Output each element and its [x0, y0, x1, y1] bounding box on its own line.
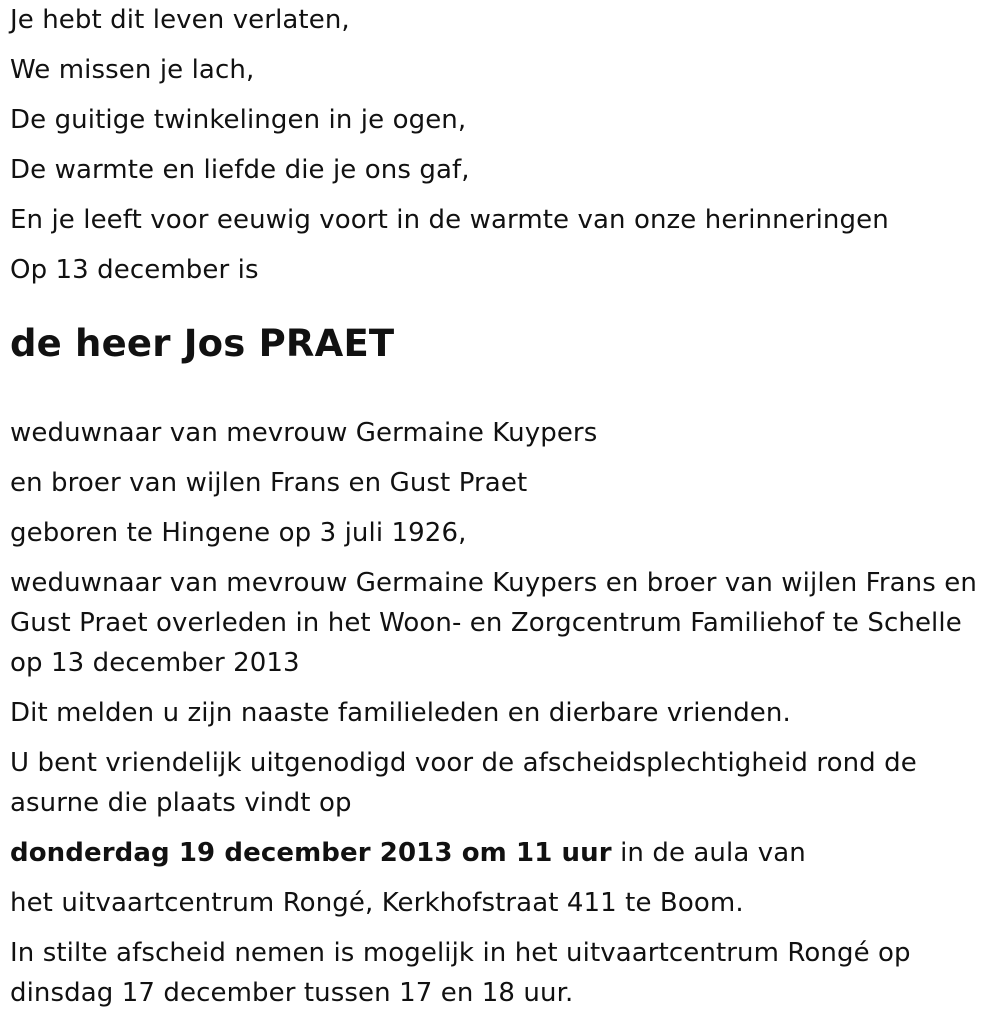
invitation-paragraph: U bent vriendelijk uitgenodigd voor de afscheidsplechtigheid rond de asurne die plaats vindt op — [10, 748, 917, 818]
poem — [10, 0, 990, 295]
poem-line: We missen je lach, — [10, 55, 255, 85]
widower-line: weduwnaar van mevrouw Germaine Kuypers — [10, 418, 598, 448]
birth-line: geboren te Hingene op 3 juli 1926, — [10, 518, 467, 548]
ceremony-place-suffix: in de aula van — [611, 838, 806, 868]
deceased-name: de heer Jos PRAET — [10, 322, 395, 365]
ceremony-date: donderdag 19 december 2013 om 11 uur — [10, 838, 612, 868]
announcers-line: Dit melden u zijn naaste familieleden en dierbare vrienden. — [10, 698, 791, 728]
poem-line: En je leeft voor eeuwig voort in de warmte van onze herinneringen — [10, 205, 889, 235]
summary-paragraph: weduwnaar van mevrouw Germaine Kuypers en broer van wijlen Frans en Gust Praet overleden in het Woon- en Zorgcentrum Familiehof te Schelle op 13 december 2013 — [10, 568, 977, 678]
poem-line: De warmte en liefde die je ons gaf, — [10, 155, 470, 185]
brother-line: en broer van wijlen Frans en Gust Praet — [10, 468, 528, 498]
poem-line: De guitige twinkelingen in je ogen, — [10, 105, 467, 135]
visitation-paragraph: In stilte afscheid nemen is mogelijk in het uitvaartcentrum Rongé op dinsdag 17 december tussen 17 en 18 uur. — [10, 938, 911, 1008]
poem-line: Op 13 december is — [10, 255, 259, 285]
ceremony-line — [10, 829, 990, 879]
venue-line: het uitvaartcentrum Rongé, Kerkhofstraat 411 te Boom. — [10, 888, 744, 918]
poem-line: Je hebt dit leven verlaten, — [10, 5, 350, 35]
